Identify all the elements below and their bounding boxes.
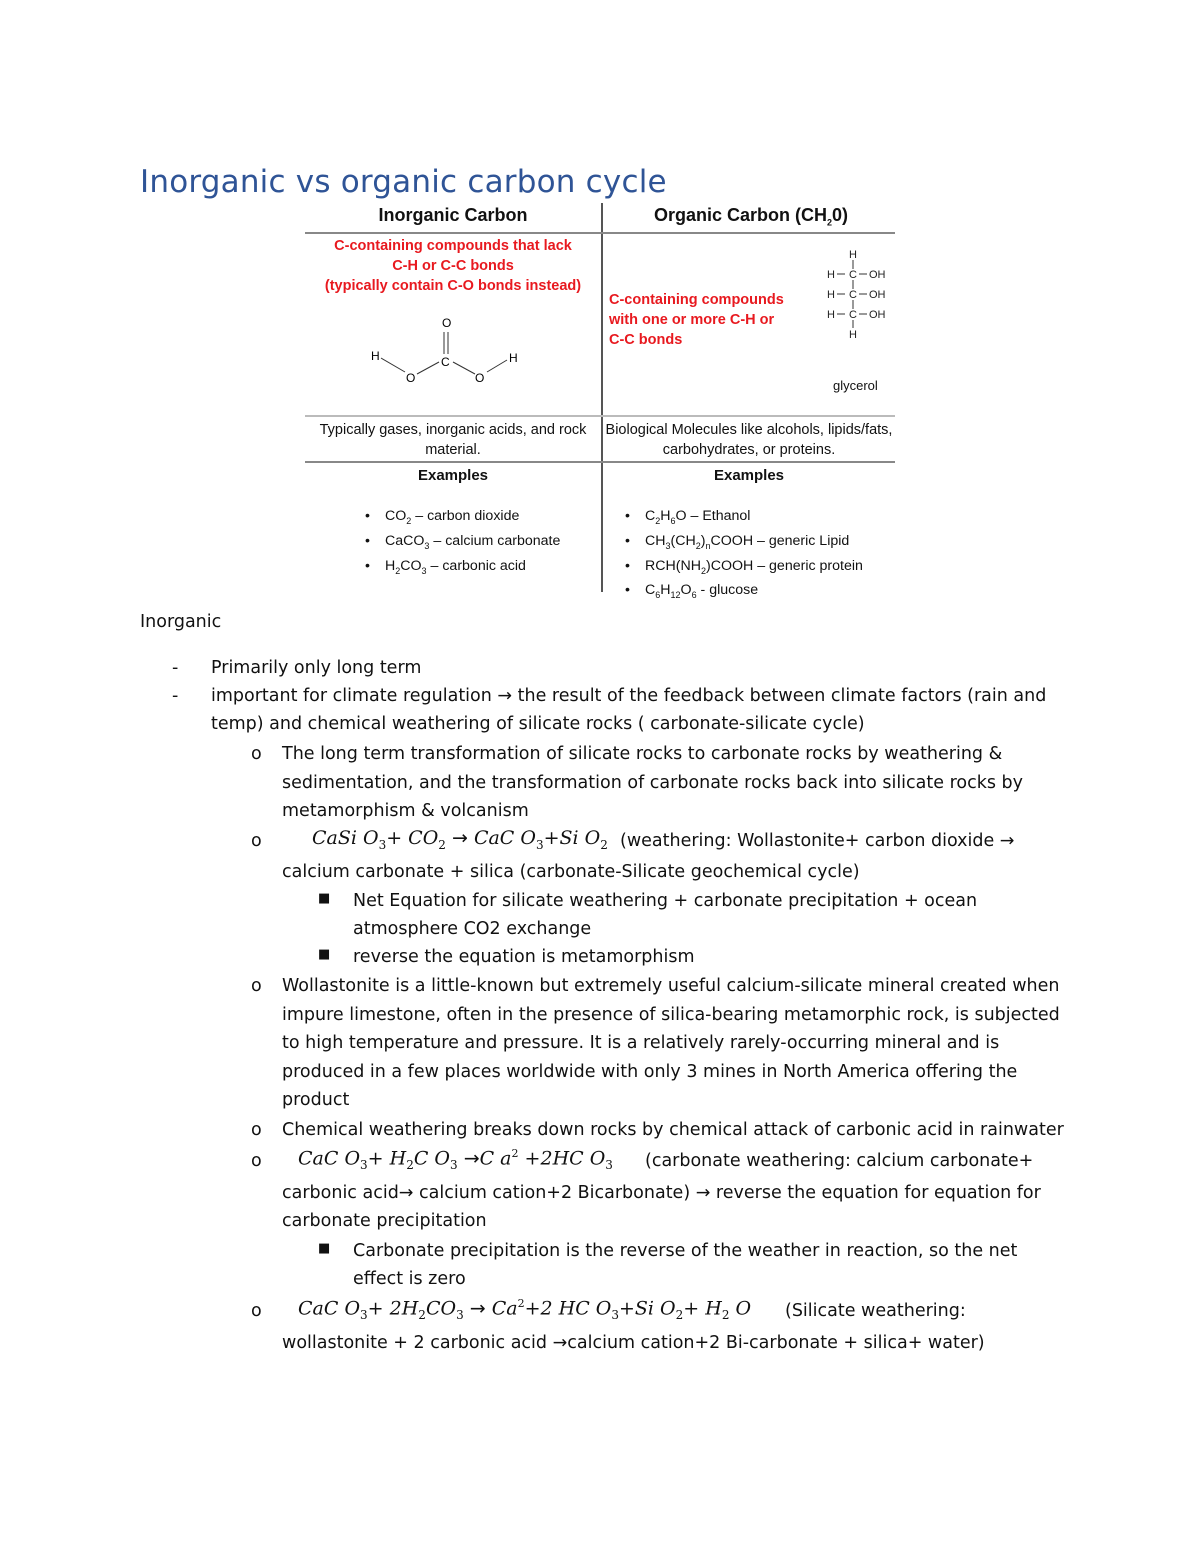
list-item: • $H_2CO_3$ – carbonic acid [365,556,560,581]
carbonate-equation: CaC $O_3+ H_2C$ $O_3 \to C$ $a^2 +2HC$ $O_3$ [298,1147,613,1173]
definition-line: C-containing compounds that lack [334,238,572,254]
table-divider [305,461,895,463]
inorganic-header: Inorganic Carbon [378,205,528,225]
svg-text:OH: OH [869,269,886,281]
list-item: reverse the equation is metamorphism [353,947,695,967]
definition-line: C-C bonds [609,332,683,348]
list-item: • CaCO$_3$ – calcium carbonate [365,531,560,556]
circle-bullet: o [251,976,262,996]
list-item: • $CO_2$ – carbon dioxide [365,506,560,531]
comparison-table [305,200,895,601]
list-item: Wollastonite is a little-known but extremely useful calcium-silicate mineral created when [282,976,1060,996]
inorganic-definition [305,236,601,296]
definition-line: with one or more C-H or [609,312,775,328]
list-item: Primarily only long term [211,658,422,678]
list-item-continued: produced in a few places worldwide with only 3 mines in North America offering the [282,1062,1018,1082]
equation-description: (weathering: Wollastonite+ carbon dioxide → [620,831,1015,851]
svg-text:H: H [827,309,835,321]
inorganic-examples-list [365,506,560,580]
section-heading: Inorganic [140,612,222,632]
organic-types: Biological Molecules like alcohols, lipids/fats, carbohydrates, or proteins. [605,422,893,458]
dash-bullet: - [172,658,179,678]
inorganic-types: Typically gases, inorganic acids, and rock material. [319,422,587,458]
svg-text:H: H [509,351,518,365]
list-item-continued: calcium carbonate + silica (carbonate-Silicate geochemical cycle) [282,862,860,882]
circle-bullet: o [251,1301,262,1321]
svg-text:C: C [849,309,857,321]
table-divider-vertical [601,203,603,592]
list-item-continued: wollastonite + 2 carbonic acid →calcium cation+2 Bi-carbonate + silica+ water) [282,1333,985,1353]
definition-line: C-H or C-C bonds [392,258,514,274]
glycerol-label: glycerol [833,378,878,393]
table-divider [305,232,895,234]
circle-bullet: o [251,1151,262,1171]
dash-bullet: - [172,686,179,706]
svg-text:OH: OH [869,289,886,301]
silicate-equation: CaSi $O_3+ CO_2$ → CaC $O_3+Si$ $O_2$ [312,827,608,852]
list-item-continued: sedimentation, and the transformation of carbonate rocks back into silicate rocks by [282,773,1023,793]
square-bullet: ■ [318,947,331,962]
svg-text:H: H [371,349,380,363]
svg-text:H: H [827,289,835,301]
list-item-continued: product [282,1090,350,1110]
definition-line: C-containing compounds [609,292,784,308]
svg-text:O: O [406,371,416,385]
list-item-continued: metamorphism & volcanism [282,801,529,821]
list-item-continued: effect is zero [353,1269,466,1289]
list-item-continued: temp) and chemical weathering of silicate rocks ( carbonate-silicate cycle) [211,714,865,734]
list-item-continued: carbonic acid→ calcium cation+2 Bicarbonate) → reverse the equation for equation for [282,1183,1041,1203]
list-item: Carbonate precipitation is the reverse of the weather in reaction, so the net [353,1241,1018,1261]
svg-text:C: C [849,289,857,301]
list-item-continued: atmosphere CO2 exchange [353,919,592,939]
definition-line: (typically contain C-O bonds instead) [324,278,582,294]
list-item: Net Equation for silicate weathering + carbonate precipitation + ocean [353,891,978,911]
silicate-weathering-equation: CaC $O_3+ 2H_2CO_3 \to Ca^2+2$ HC $O_3+Si$ $O_2+ H_2$ O [298,1297,752,1323]
list-item: • $RCH(NH_2)COOH$ – generic protein [625,556,863,581]
svg-text:C: C [441,355,450,369]
list-item-continued: carbonate precipitation [282,1211,487,1231]
list-item: important for climate regulation → the result of the feedback between climate factors (rain and [211,686,1047,706]
svg-text:H: H [827,269,835,281]
svg-text:H: H [849,329,857,341]
organic-definition [609,290,809,350]
svg-text:H: H [849,249,857,261]
list-item: • $C_6H_{12}O_6$ - glucose [625,580,863,605]
svg-text:O: O [475,371,485,385]
glycerol-structure [823,246,903,341]
carbonic-acid-structure [365,312,535,387]
inorganic-examples-heading: Examples [417,467,489,484]
list-item-continued: impure limestone, often in the presence of silica-bearing metamorphic rock, is subjected [282,1005,1060,1025]
page-title: Inorganic vs organic carbon cycle [140,164,667,200]
svg-text:O: O [442,316,452,330]
list-item-continued: to high temperature and pressure. It is a relatively rarely-occurring mineral and is [282,1033,1000,1053]
svg-text:OH: OH [869,309,886,321]
list-item: • $C_2H_6O$ – Ethanol [625,506,863,531]
svg-text:C: C [849,269,857,281]
table-divider [305,415,895,417]
equation-description: (Silicate weathering: [785,1301,966,1321]
equation-description: (carbonate weathering: calcium carbonate+ [645,1151,1034,1171]
circle-bullet: o [251,1120,262,1140]
organic-header: Organic Carbon $(CH_20)$ [653,205,849,228]
circle-bullet: o [251,744,262,764]
organic-examples-heading: Examples [713,467,785,484]
circle-bullet: o [251,831,262,851]
list-item: The long term transformation of silicate rocks to carbonate rocks by weathering & [282,744,1003,764]
list-item: • $CH_3(CH_2)_nCOOH$ – generic Lipid [625,531,863,556]
list-item: Chemical weathering breaks down rocks by chemical attack of carbonic acid in rainwater [282,1120,1064,1140]
organic-examples-list [625,506,863,605]
square-bullet: ■ [318,1241,331,1256]
square-bullet: ■ [318,891,331,906]
